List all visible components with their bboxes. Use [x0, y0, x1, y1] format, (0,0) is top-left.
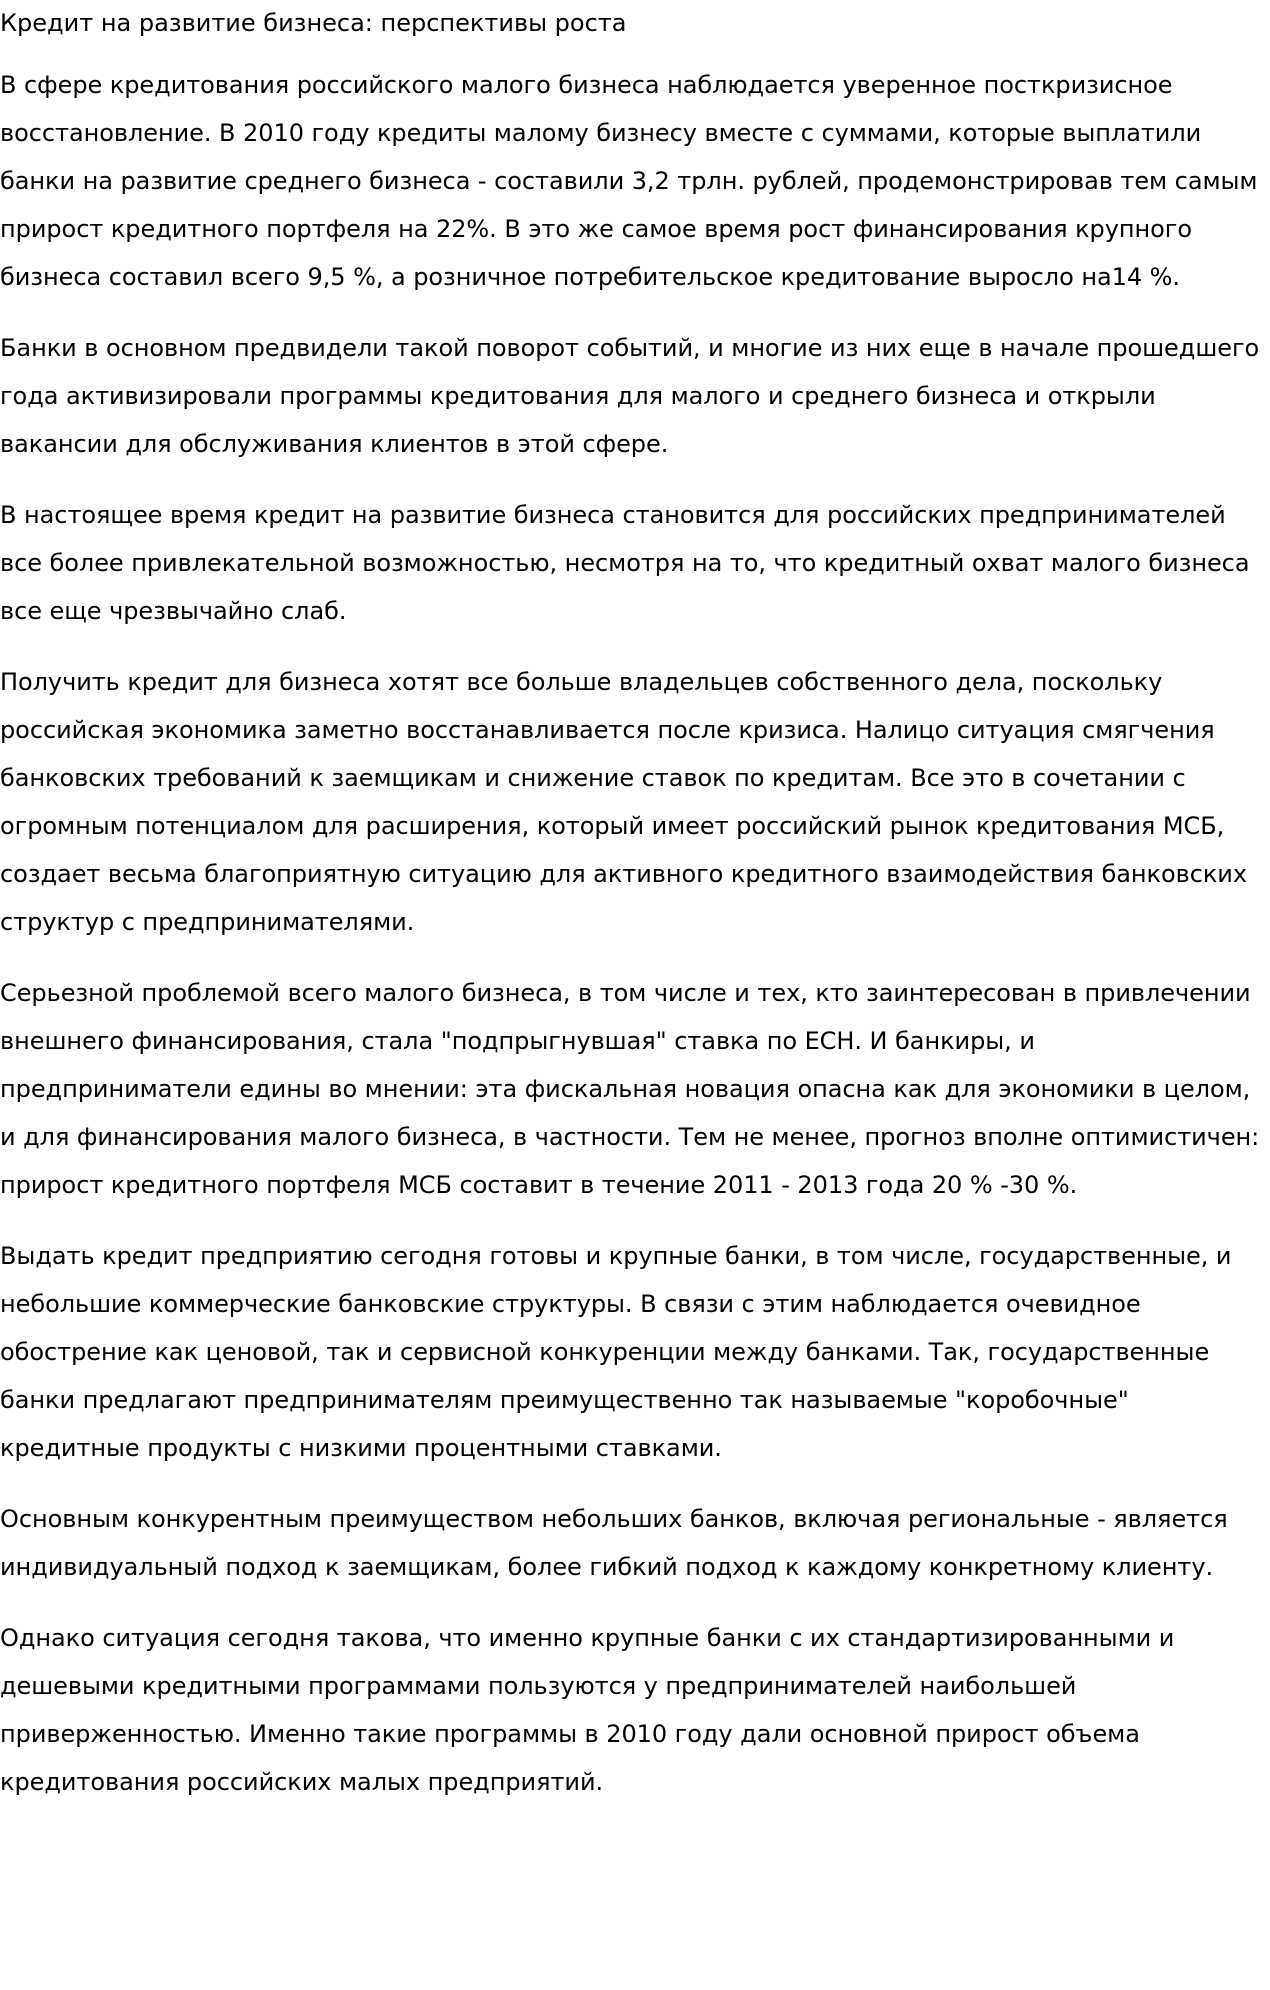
- paragraph-current-credit: В настоящее время кредит на развитие бизнеса становится для российских предпринимателей все более привлекательной возможностью, несмотря на то, что кредитный охват малого бизнеса все еще чрезвычайно слаб.: [0, 501, 1250, 625]
- paragraph-banks-foresaw: Банки в основном предвидели такой поворот событий, и многие из них еще в начале прошедшего года активизировали программы кредитования для малого и среднего бизнеса и открыли вакансии для обслуживания клиентов в этой сфере.: [0, 334, 1260, 458]
- paragraph-demand-for-credit: Получить кредит для бизнеса хотят все больше владельцев собственного дела, поскольку российская экономика заметно восстанавливается после кризиса. Налицо ситуация смягчения банковских требований к заемщикам и снижение ставок по кредитам. Все это в сочетании с огромным потенциалом для расширения, который имеет российский рынок кредитования МСБ, создает весьма благоприятную ситуацию для активного кредитного взаимодействия банковских структур с предпринимателями.: [0, 668, 1248, 936]
- paragraph-small-banks-advantage: Основным конкурентным преимуществом небольших банков, включая региональные - является индивидуальный подход к заемщикам, более гибкий подход к каждому конкретному клиенту.: [0, 1505, 1228, 1581]
- paragraph-esn-problem: Серьезной проблемой всего малого бизнеса, в том числе и тех, кто заинтересован в привлечении внешнего финансирования, стала "подпрыгнувшая" ставка по ЕСН. И банкиры, и предприниматели едины во мнении: эта фискальная новация опасна как для экономики в целом, и для финансирования малого бизнеса, в частности. Тем не менее, прогноз вполне оптимистичен: прирост кредитного портфеля МСБ составит в течение 2011 - 2013 года 20 % -30 %.: [0, 979, 1260, 1199]
- article: [0, 6, 1270, 1806]
- article-title: Кредит на развитие бизнеса: перспективы роста: [0, 9, 627, 37]
- paragraph-large-banks-preference: Однако ситуация сегодня такова, что именно крупные банки с их стандартизированными и дешевыми кредитными программами пользуются у предпринимателей наибольшей приверженностью. Именно такие программы в 2010 году дали основной прирост объема кредитования российских малых предприятий.: [0, 1624, 1175, 1796]
- paragraph-credit-recovery: В сфере кредитования российского малого бизнеса наблюдается уверенное посткризисное восстановление. В 2010 году кредиты малому бизнесу вместе с суммами, которые выплатили банки на развитие среднего бизнеса - составили 3,2 трлн. рублей, продемонстрировав тем самым прирост кредитного портфеля на 22%. В это же самое время рост финансирования крупного бизнеса составил всего 9,5 %, а розничное потребительское кредитование выросло на14 %.: [0, 71, 1258, 291]
- paragraph-bank-competition: Выдать кредит предприятию сегодня готовы и крупные банки, в том числе, государственные, и небольшие коммерческие банковские структуры. В связи с этим наблюдается очевидное обострение как ценовой, так и сервисной конкуренции между банками. Так, государственные банки предлагают предпринимателям преимущественно так называемые "коробочные" кредитные продукты с низкими процентными ставками.: [0, 1242, 1232, 1462]
